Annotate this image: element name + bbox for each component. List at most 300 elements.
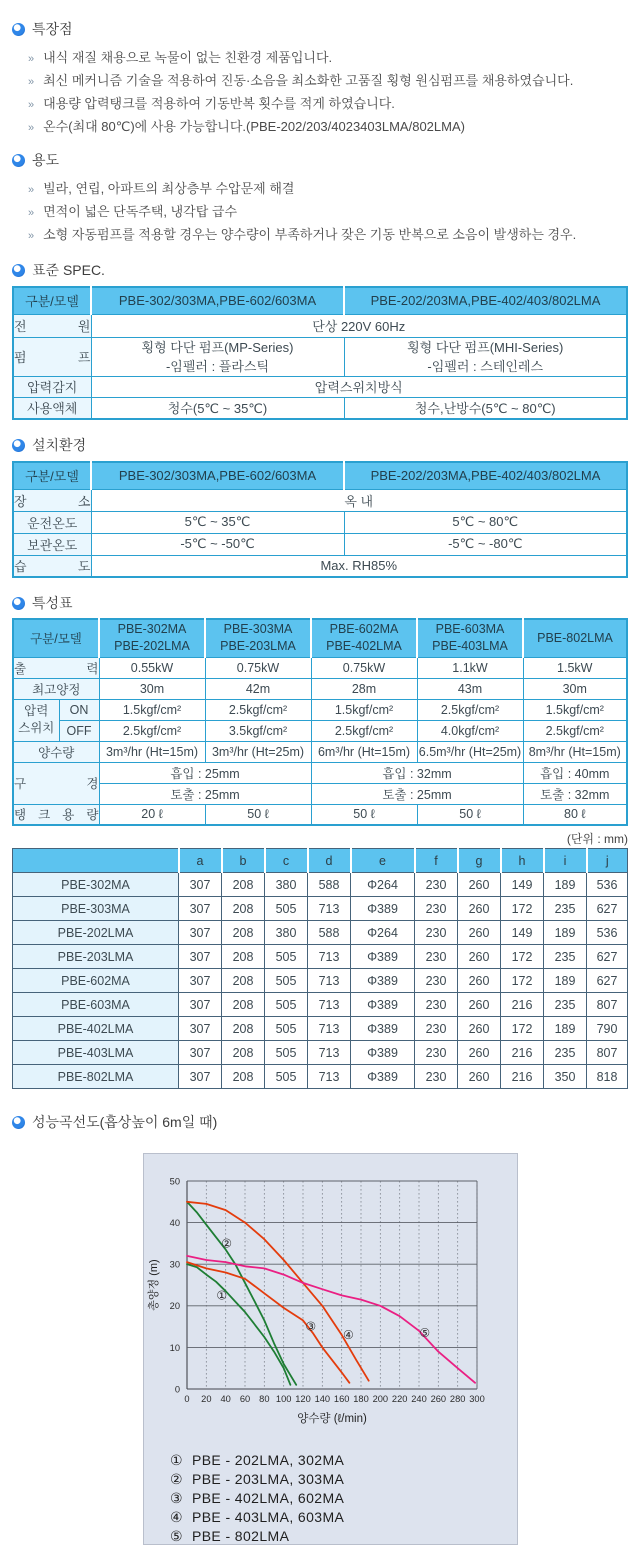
char-value: 8m³/hr (Ht=15m) <box>523 741 627 762</box>
model-name-cell: PBE-303MA <box>13 897 179 921</box>
char-value: 2.5kgf/cm² <box>311 720 417 741</box>
bullet-arrow-icon: » <box>28 99 35 111</box>
char-value: 흡입 : 40mm <box>523 762 627 783</box>
env-value: -5℃ ~ -50℃ <box>91 533 344 555</box>
row-label: 구 경 <box>13 762 99 804</box>
dimension-cell: 307 <box>179 969 222 993</box>
column-header: f <box>415 849 458 873</box>
list-item <box>18 70 628 93</box>
dimension-cell: Φ264 <box>351 921 415 945</box>
bullet-arrow-icon: » <box>28 122 35 134</box>
char-value: 50 ℓ <box>417 804 523 825</box>
section-bullet-icon <box>12 154 25 167</box>
dimension-cell: Φ264 <box>351 873 415 897</box>
bullet-text: 대용량 압력탱크를 적용하여 기동반복 횟수를 적게 하였습니다. <box>43 96 395 111</box>
standard-spec-table <box>12 286 628 420</box>
dimension-row <box>13 897 628 921</box>
bullet-text: 최신 메커니즘 기술을 적용하여 진동·소음을 최소화한 고품질 횡형 원심펌프를 채용하였습니다. <box>43 73 574 88</box>
dimension-cell: 235 <box>544 945 587 969</box>
char-value: 28m <box>311 678 417 699</box>
svg-text:40: 40 <box>169 1218 180 1228</box>
svg-text:280: 280 <box>449 1394 466 1404</box>
dimension-cell: 505 <box>265 897 308 921</box>
svg-text:140: 140 <box>314 1394 331 1404</box>
char-value: 1.1kW <box>417 657 523 678</box>
legend-marker-icon: ③ <box>170 1490 183 1506</box>
char-value: 42m <box>205 678 311 699</box>
svg-text:0: 0 <box>184 1394 190 1404</box>
dimension-row <box>13 945 628 969</box>
dimension-cell: 230 <box>415 921 458 945</box>
dimensions-table <box>12 848 628 1089</box>
section-bullet-icon <box>12 597 25 610</box>
chart-legend <box>170 1451 517 1546</box>
spec-value: 압력스위치방식 <box>91 376 627 397</box>
list-item <box>18 224 628 247</box>
dimension-cell: 208 <box>222 1017 265 1041</box>
model-name: PBE-302MA <box>117 622 187 637</box>
dimension-cell: 588 <box>308 921 351 945</box>
section-title: 표준 SPEC. <box>32 262 105 278</box>
row-label: 탱 크 용 량 <box>13 804 99 825</box>
legend-text: PBE - 203LMA, 303MA <box>191 1471 345 1487</box>
dimension-cell: 230 <box>415 1017 458 1041</box>
model-name-cell: PBE-302MA <box>13 873 179 897</box>
section-header-usage <box>12 151 628 169</box>
dimension-cell: 713 <box>308 993 351 1017</box>
dimension-cell: 230 <box>415 897 458 921</box>
unit-note: (단위 : mm) <box>566 832 628 846</box>
dimension-cell: 380 <box>265 921 308 945</box>
bullet-arrow-icon: » <box>28 53 35 65</box>
legend-item <box>170 1470 517 1489</box>
legend-text: PBE - 802LMA <box>191 1528 290 1544</box>
dimension-row <box>13 1065 628 1089</box>
dimension-cell: 713 <box>308 1041 351 1065</box>
row-sublabel: ON <box>59 699 99 720</box>
model-name: PBE-402LMA <box>326 639 402 654</box>
char-value: 0.55kW <box>99 657 205 678</box>
dimension-cell: 505 <box>265 993 308 1017</box>
column-header: PBE-302/303MA,PBE-602/603MA <box>91 462 344 489</box>
char-value: 80 ℓ <box>523 804 627 825</box>
dimension-cell: 790 <box>587 1017 628 1041</box>
dimension-cell: 189 <box>544 969 587 993</box>
section-header-curve <box>12 1113 628 1131</box>
section-bullet-icon <box>12 439 25 452</box>
dimension-row <box>13 1041 628 1065</box>
characteristics-table <box>12 618 628 826</box>
list-item <box>18 47 628 70</box>
svg-text:총양정 (m): 총양정 (m) <box>148 1259 160 1311</box>
column-header: g <box>458 849 501 873</box>
dimension-cell: 230 <box>415 945 458 969</box>
char-value: 토출 : 25mm <box>311 783 523 804</box>
column-header: h <box>501 849 544 873</box>
section-header-spec <box>12 261 628 279</box>
dimension-cell: 235 <box>544 1041 587 1065</box>
dimension-cell: 713 <box>308 1017 351 1041</box>
legend-text: PBE - 202LMA, 302MA <box>191 1452 345 1468</box>
dimension-cell: 505 <box>265 1017 308 1041</box>
dimension-cell: 260 <box>458 1041 501 1065</box>
dimension-cell: 208 <box>222 1065 265 1089</box>
dimension-cell: 189 <box>544 1017 587 1041</box>
legend-item <box>170 1451 517 1470</box>
column-header: d <box>308 849 351 873</box>
dimension-cell: 230 <box>415 1041 458 1065</box>
column-header <box>13 849 179 873</box>
dimension-cell: Φ389 <box>351 945 415 969</box>
char-value: 30m <box>99 678 205 699</box>
model-name-cell: PBE-603MA <box>13 993 179 1017</box>
char-value: 43m <box>417 678 523 699</box>
model-name-cell: PBE-602MA <box>13 969 179 993</box>
svg-text:①: ① <box>216 1288 228 1303</box>
list-item <box>18 201 628 224</box>
section-characteristics <box>12 594 628 1089</box>
row-label: 출 력 <box>13 657 99 678</box>
row-label: 장 소 <box>13 489 91 511</box>
dimension-cell: 505 <box>265 969 308 993</box>
dimension-cell: 172 <box>501 945 544 969</box>
dimension-cell: 208 <box>222 993 265 1017</box>
dimension-cell: 208 <box>222 873 265 897</box>
dimension-cell: 230 <box>415 969 458 993</box>
column-header <box>99 619 205 657</box>
legend-marker-icon: ② <box>170 1471 183 1487</box>
char-value: 3m³/hr (Ht=25m) <box>205 741 311 762</box>
section-title: 용도 <box>32 152 60 168</box>
char-value: 흡입 : 25mm <box>99 762 311 783</box>
svg-text:200: 200 <box>372 1394 389 1404</box>
model-name-cell: PBE-202LMA <box>13 921 179 945</box>
list-item <box>18 116 628 139</box>
spec-value-line: 횡형 다단 펌프(MP-Series) <box>141 339 294 355</box>
dimension-cell: 260 <box>458 993 501 1017</box>
column-header: i <box>544 849 587 873</box>
dimension-cell: 260 <box>458 1065 501 1089</box>
legend-text: PBE - 403LMA, 603MA <box>191 1509 345 1525</box>
dimension-cell: 260 <box>458 945 501 969</box>
section-usage <box>12 151 628 247</box>
row-sublabel: OFF <box>59 720 99 741</box>
legend-marker-icon: ④ <box>170 1509 183 1525</box>
usage-list <box>18 178 628 247</box>
svg-text:180: 180 <box>353 1394 369 1404</box>
dimension-cell: Φ389 <box>351 897 415 921</box>
section-title: 특성표 <box>32 595 73 611</box>
features-list <box>18 47 628 139</box>
column-header: PBE-202/203MA,PBE-402/403/802LMA <box>344 462 627 489</box>
performance-chart-panel <box>143 1153 518 1545</box>
bullet-arrow-icon: » <box>28 76 35 88</box>
svg-text:②: ② <box>221 1236 233 1251</box>
dimension-cell: 807 <box>587 1041 628 1065</box>
model-name: PBE-602MA <box>329 622 399 637</box>
section-bullet-icon <box>12 23 25 36</box>
dimension-cell: 627 <box>587 945 628 969</box>
dimension-cell: 208 <box>222 945 265 969</box>
char-value: 4.0kgf/cm² <box>417 720 523 741</box>
dimension-cell: Φ389 <box>351 1065 415 1089</box>
bullet-text: 내식 재질 채용으로 녹물이 없는 친환경 제품입니다. <box>43 50 333 65</box>
column-header: 구분/모델 <box>13 619 99 657</box>
model-name-cell: PBE-402LMA <box>13 1017 179 1041</box>
row-label: 압력감지 <box>13 376 91 397</box>
dimension-cell: 189 <box>544 873 587 897</box>
dimension-cell: 260 <box>458 897 501 921</box>
spec-value-line: -임펠러 : 플라스틱 <box>165 358 270 374</box>
spec-value <box>344 337 627 376</box>
dimension-cell: 588 <box>308 873 351 897</box>
column-header: PBE-202/203MA,PBE-402/403/802LMA <box>344 287 627 314</box>
install-env-table <box>12 461 628 578</box>
section-header-characteristics <box>12 594 628 612</box>
list-item <box>18 93 628 116</box>
row-label <box>13 699 59 741</box>
dimension-row <box>13 921 628 945</box>
column-header: a <box>179 849 222 873</box>
dimension-cell: 235 <box>544 897 587 921</box>
dimension-cell: 172 <box>501 969 544 993</box>
svg-text:220: 220 <box>391 1394 408 1404</box>
char-value: 30m <box>523 678 627 699</box>
svg-text:20: 20 <box>169 1301 180 1312</box>
column-header: b <box>222 849 265 873</box>
row-label: 최고양정 <box>13 678 99 699</box>
char-value: 50 ℓ <box>205 804 311 825</box>
dimension-cell: 307 <box>179 1041 222 1065</box>
svg-text:160: 160 <box>333 1394 350 1404</box>
model-name-cell: PBE-802LMA <box>13 1065 179 1089</box>
svg-text:0: 0 <box>174 1384 180 1395</box>
dimension-cell: 713 <box>308 945 351 969</box>
env-value: 5℃ ~ 35℃ <box>91 511 344 533</box>
char-value: 1.5kW <box>523 657 627 678</box>
performance-chart <box>144 1156 519 1434</box>
dimension-cell: 505 <box>265 945 308 969</box>
char-value: 6m³/hr (Ht=15m) <box>311 741 417 762</box>
section-features <box>12 20 628 139</box>
model-name: PBE-202LMA <box>114 639 190 654</box>
dimension-cell: 307 <box>179 921 222 945</box>
svg-text:30: 30 <box>169 1259 180 1270</box>
dimension-cell: 230 <box>415 993 458 1017</box>
section-title: 성능곡선도(흡상높이 6m일 때) <box>32 1114 218 1130</box>
char-value: 토출 : 25mm <box>99 783 311 804</box>
column-header: e <box>351 849 415 873</box>
bullet-arrow-icon: » <box>28 207 35 219</box>
dimension-cell: 536 <box>587 921 628 945</box>
bullet-text: 빌라, 연립, 아파트의 최상층부 수압문제 해결 <box>43 181 295 196</box>
dimension-cell: 713 <box>308 969 351 993</box>
dimension-cell: 260 <box>458 1017 501 1041</box>
spec-value-line: 횡형 다단 펌프(MHI-Series) <box>407 339 564 355</box>
dimension-cell: 307 <box>179 945 222 969</box>
char-value: 2.5kgf/cm² <box>417 699 523 720</box>
dimension-row <box>13 1017 628 1041</box>
column-header <box>417 619 523 657</box>
dimension-cell: 818 <box>587 1065 628 1089</box>
char-value: 1.5kgf/cm² <box>311 699 417 720</box>
spec-value: 청수,난방수(5℃ ~ 80℃) <box>344 397 627 419</box>
dimension-cell: 380 <box>265 873 308 897</box>
dimension-cell: 230 <box>415 1065 458 1089</box>
char-value: 20 ℓ <box>99 804 205 825</box>
column-header: 구분/모델 <box>13 287 91 314</box>
svg-text:100: 100 <box>275 1394 292 1404</box>
spec-value: 단상 220V 60Hz <box>91 314 627 337</box>
column-header: PBE-802LMA <box>523 619 627 657</box>
dimension-cell: Φ389 <box>351 969 415 993</box>
dimension-cell: 307 <box>179 873 222 897</box>
bullet-text: 온수(최대 80℃)에 사용 가능합니다.(PBE-202/203/4023403LMA/802LMA) <box>43 119 465 134</box>
section-performance-curve <box>12 1113 628 1545</box>
row-label: 전 원 <box>13 314 91 337</box>
dimension-cell: 260 <box>458 921 501 945</box>
char-value: 50 ℓ <box>311 804 417 825</box>
svg-text:260: 260 <box>430 1394 447 1404</box>
dimension-row <box>13 969 628 993</box>
svg-text:③: ③ <box>305 1319 317 1334</box>
section-title: 특장점 <box>32 21 73 37</box>
row-label: 양수량 <box>13 741 99 762</box>
svg-text:60: 60 <box>239 1394 251 1404</box>
model-name: PBE-603MA <box>435 622 505 637</box>
dimension-cell: 536 <box>587 873 628 897</box>
spec-value: 청수(5℃ ~ 35℃) <box>91 397 344 419</box>
model-name: PBE-303MA <box>223 622 293 637</box>
dimension-cell: 807 <box>587 993 628 1017</box>
dimension-cell: 260 <box>458 873 501 897</box>
row-label-line: 스위치 <box>18 721 55 735</box>
legend-marker-icon: ① <box>170 1452 183 1468</box>
char-value: 0.75kW <box>311 657 417 678</box>
char-value: 2.5kgf/cm² <box>523 720 627 741</box>
section-header-features <box>12 20 628 38</box>
dimension-cell: 216 <box>501 993 544 1017</box>
dimension-cell: 172 <box>501 897 544 921</box>
dimension-cell: 627 <box>587 969 628 993</box>
dimension-cell: 713 <box>308 897 351 921</box>
svg-text:80: 80 <box>259 1394 270 1404</box>
legend-item <box>170 1508 517 1527</box>
section-bullet-icon <box>12 1116 25 1129</box>
dimension-cell: 350 <box>544 1065 587 1089</box>
row-label: 운전온도 <box>13 511 91 533</box>
column-header: PBE-302/303MA,PBE-602/603MA <box>91 287 344 314</box>
legend-item <box>170 1489 517 1508</box>
model-name-cell: PBE-403LMA <box>13 1041 179 1065</box>
row-label: 습 도 <box>13 555 91 577</box>
dimension-cell: 307 <box>179 1017 222 1041</box>
row-label: 펌 프 <box>13 337 91 376</box>
char-value: 흡입 : 32mm <box>311 762 523 783</box>
section-standard-spec <box>12 261 628 420</box>
section-bullet-icon <box>12 264 25 277</box>
section-install-env <box>12 436 628 578</box>
legend-text: PBE - 402LMA, 602MA <box>191 1490 345 1506</box>
dimension-cell: 713 <box>308 1065 351 1089</box>
section-title: 설치환경 <box>32 437 87 453</box>
char-value: 0.75kW <box>205 657 311 678</box>
dimension-cell: 260 <box>458 969 501 993</box>
dimension-cell: 216 <box>501 1041 544 1065</box>
char-value: 3m³/hr (Ht=15m) <box>99 741 205 762</box>
legend-item <box>170 1527 517 1546</box>
svg-text:120: 120 <box>295 1394 311 1404</box>
dimension-cell: 149 <box>501 921 544 945</box>
model-name: PBE-203LMA <box>220 639 296 654</box>
model-name-cell: PBE-203LMA <box>13 945 179 969</box>
env-value: Max. RH85% <box>91 555 627 577</box>
dimension-cell: 208 <box>222 1041 265 1065</box>
dimension-cell: 208 <box>222 969 265 993</box>
dimension-cell: 216 <box>501 1065 544 1089</box>
dimension-cell: 189 <box>544 921 587 945</box>
spec-value-line: -임펠러 : 스테인레스 <box>427 358 544 374</box>
dimension-cell: 505 <box>265 1041 308 1065</box>
bullet-text: 소형 자동펌프를 적용할 경우는 양수량이 부족하거나 잦은 기동 반복으로 소음이 발생하는 경우. <box>43 227 577 242</box>
svg-text:240: 240 <box>411 1394 427 1404</box>
char-value: 6.5m³/hr (Ht=25m) <box>417 741 523 762</box>
svg-text:10: 10 <box>169 1342 180 1353</box>
dimension-cell: 505 <box>265 1065 308 1089</box>
env-value: 옥 내 <box>91 489 627 511</box>
dimension-cell: 235 <box>544 993 587 1017</box>
svg-text:50: 50 <box>169 1176 180 1187</box>
dimension-cell: 230 <box>415 873 458 897</box>
char-value: 1.5kgf/cm² <box>99 699 205 720</box>
list-item <box>18 178 628 201</box>
dimension-row <box>13 873 628 897</box>
row-label-line: 압력 <box>24 704 49 718</box>
svg-text:300: 300 <box>469 1394 485 1404</box>
env-value: -5℃ ~ -80℃ <box>344 533 627 555</box>
dimension-cell: Φ389 <box>351 993 415 1017</box>
svg-text:40: 40 <box>220 1394 231 1404</box>
legend-marker-icon: ⑤ <box>170 1528 183 1544</box>
column-header: 구분/모델 <box>13 462 91 489</box>
model-name: PBE-403LMA <box>432 639 508 654</box>
char-value: 1.5kgf/cm² <box>523 699 627 720</box>
dimension-row <box>13 993 628 1017</box>
bullet-arrow-icon: » <box>28 230 35 242</box>
dimension-cell: 307 <box>179 993 222 1017</box>
svg-text:20: 20 <box>201 1394 212 1404</box>
column-header <box>205 619 311 657</box>
bullet-arrow-icon: » <box>28 184 35 196</box>
dimension-cell: 627 <box>587 897 628 921</box>
char-value: 2.5kgf/cm² <box>205 699 311 720</box>
svg-text:④: ④ <box>343 1327 354 1342</box>
dimension-cell: Φ389 <box>351 1017 415 1041</box>
dimension-cell: 208 <box>222 897 265 921</box>
char-value: 토출 : 32mm <box>523 783 627 804</box>
dimension-cell: 172 <box>501 1017 544 1041</box>
char-value: 3.5kgf/cm² <box>205 720 311 741</box>
dimension-cell: Φ389 <box>351 1041 415 1065</box>
char-value: 2.5kgf/cm² <box>99 720 205 741</box>
column-header: j <box>587 849 628 873</box>
spec-value <box>91 337 344 376</box>
env-value: 5℃ ~ 80℃ <box>344 511 627 533</box>
bullet-text: 면적이 넓은 단독주택, 냉각탑 급수 <box>43 204 237 219</box>
row-label: 보관온도 <box>13 533 91 555</box>
dimension-cell: 149 <box>501 873 544 897</box>
dimension-cell: 208 <box>222 921 265 945</box>
